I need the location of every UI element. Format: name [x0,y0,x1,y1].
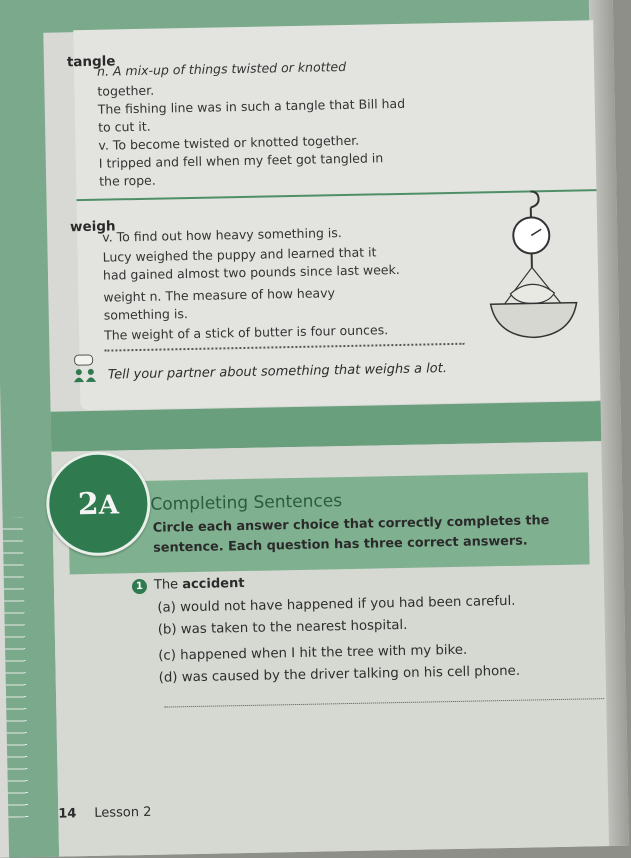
example-sentence: had gained almost two pounds since last week. [103,262,400,283]
question-stem [154,576,245,593]
answer-choice-b[interactable]: (b) was taken to the nearest hospital. [158,618,408,638]
lesson-label: Lesson 2 [94,805,151,821]
example-sentence: the rope. [99,173,156,189]
section-badge-label [49,486,148,523]
tangle-noun-definition: n. A mix-up of things twisted or knotted [97,59,346,79]
question-keyword: accident [182,576,245,592]
answer-choice-c[interactable]: (c) happened when I hit the tree with my bike. [158,643,467,664]
answer-choice-d[interactable]: (d) was caused by the driver talking on his cell phone. [159,664,521,686]
question-prefix: The [154,577,178,592]
example-sentence: The weight of a stick of butter is four ounces. [104,322,388,342]
definition-line: v. To become twisted or knotted together. [98,133,359,153]
section-title: Completing Sentences [150,491,342,515]
definition-line: together. [97,83,154,99]
example-sentence: The fishing line was in such a tangle that Bill had [98,96,406,117]
question-number-badge: 1 [132,579,147,594]
definition-line: something is. [104,306,188,323]
definition-line: v. To find out how heavy something is. [102,225,342,245]
answer-choice-a[interactable]: (a) would not have happened if you had been careful. [157,594,515,616]
partner-prompt: Tell your partner about something that weighs a lot. [108,361,447,383]
instructions-line: Circle each answer choice that correctly completes the [153,513,550,536]
example-sentence: Lucy weighed the puppy and learned that it [102,244,376,264]
instructions-line: sentence. Each question has three correct answers. [153,534,528,556]
headword-weigh: weigh [70,218,116,235]
example-sentence: I tripped and fell when my feet got tangled in [99,150,384,170]
badge-letter: A [98,490,119,520]
definition-line: weight n. The measure of how heavy [103,285,335,304]
example-sentence: to cut it. [98,119,151,135]
badge-number: 2 [78,487,100,522]
partner-talk-icon [71,354,98,384]
hanging-scale-icon [486,185,579,347]
headword-tangle: tangle [67,53,116,70]
page-number: 14 [58,806,76,821]
